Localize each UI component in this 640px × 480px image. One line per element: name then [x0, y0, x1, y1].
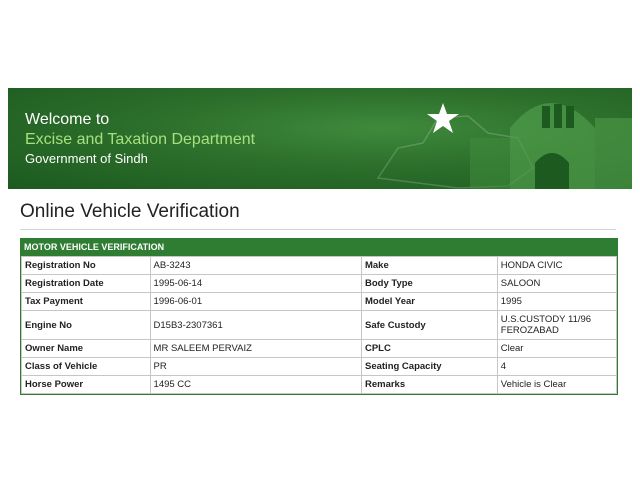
value-class-of-vehicle: PR — [150, 358, 361, 376]
value-body-type: SALOON — [497, 275, 616, 293]
value-remarks: Vehicle is Clear — [497, 376, 616, 394]
value-owner-name: MR SALEEM PERVAIZ — [150, 340, 361, 358]
page-title: Online Vehicle Verification — [20, 201, 240, 222]
vehicle-verification-table — [20, 238, 618, 395]
table-row — [22, 275, 617, 293]
table-row — [22, 293, 617, 311]
safe-custody-line-1: U.S.CUSTODY 11/96 — [500, 314, 592, 325]
label-registration-no: Registration No — [22, 257, 151, 275]
value-safe-custody — [497, 311, 616, 340]
value-make: HONDA CIVIC — [497, 257, 616, 275]
welcome-text: Welcome to — [25, 111, 110, 128]
value-tax-payment: 1996-06-01 — [150, 293, 361, 311]
value-registration-no: AB-3243 — [150, 257, 361, 275]
label-make: Make — [361, 257, 497, 275]
value-registration-date: 1995-06-14 — [150, 275, 361, 293]
mazar-building-icon — [470, 88, 632, 189]
department-name: Excise and Taxation Department — [25, 131, 256, 148]
label-class-of-vehicle: Class of Vehicle — [22, 358, 151, 376]
safe-custody-line-2: FEROZABAD — [500, 325, 559, 336]
table-row — [22, 311, 617, 340]
label-horse-power: Horse Power — [22, 376, 151, 394]
label-tax-payment: Tax Payment — [22, 293, 151, 311]
label-cplc: CPLC — [361, 340, 497, 358]
label-owner-name: Owner Name — [22, 340, 151, 358]
star-icon — [426, 102, 460, 136]
label-seating-capacity: Seating Capacity — [361, 358, 497, 376]
table-header: MOTOR VEHICLE VERIFICATION — [21, 239, 617, 256]
value-horse-power: 1495 CC — [150, 376, 361, 394]
label-body-type: Body Type — [361, 275, 497, 293]
table-row — [22, 358, 617, 376]
label-model-year: Model Year — [361, 293, 497, 311]
header-banner — [8, 88, 632, 189]
value-model-year: 1995 — [497, 293, 616, 311]
label-remarks: Remarks — [361, 376, 497, 394]
value-cplc: Clear — [497, 340, 616, 358]
divider — [20, 229, 616, 230]
label-registration-date: Registration Date — [22, 275, 151, 293]
value-seating-capacity: 4 — [497, 358, 616, 376]
government-name: Government of Sindh — [25, 151, 148, 166]
value-engine-no: D15B3-2307361 — [150, 311, 361, 340]
label-engine-no: Engine No — [22, 311, 151, 340]
label-safe-custody: Safe Custody — [361, 311, 497, 340]
verification-details — [21, 256, 617, 394]
table-row — [22, 376, 617, 394]
table-row — [22, 340, 617, 358]
table-row — [22, 257, 617, 275]
